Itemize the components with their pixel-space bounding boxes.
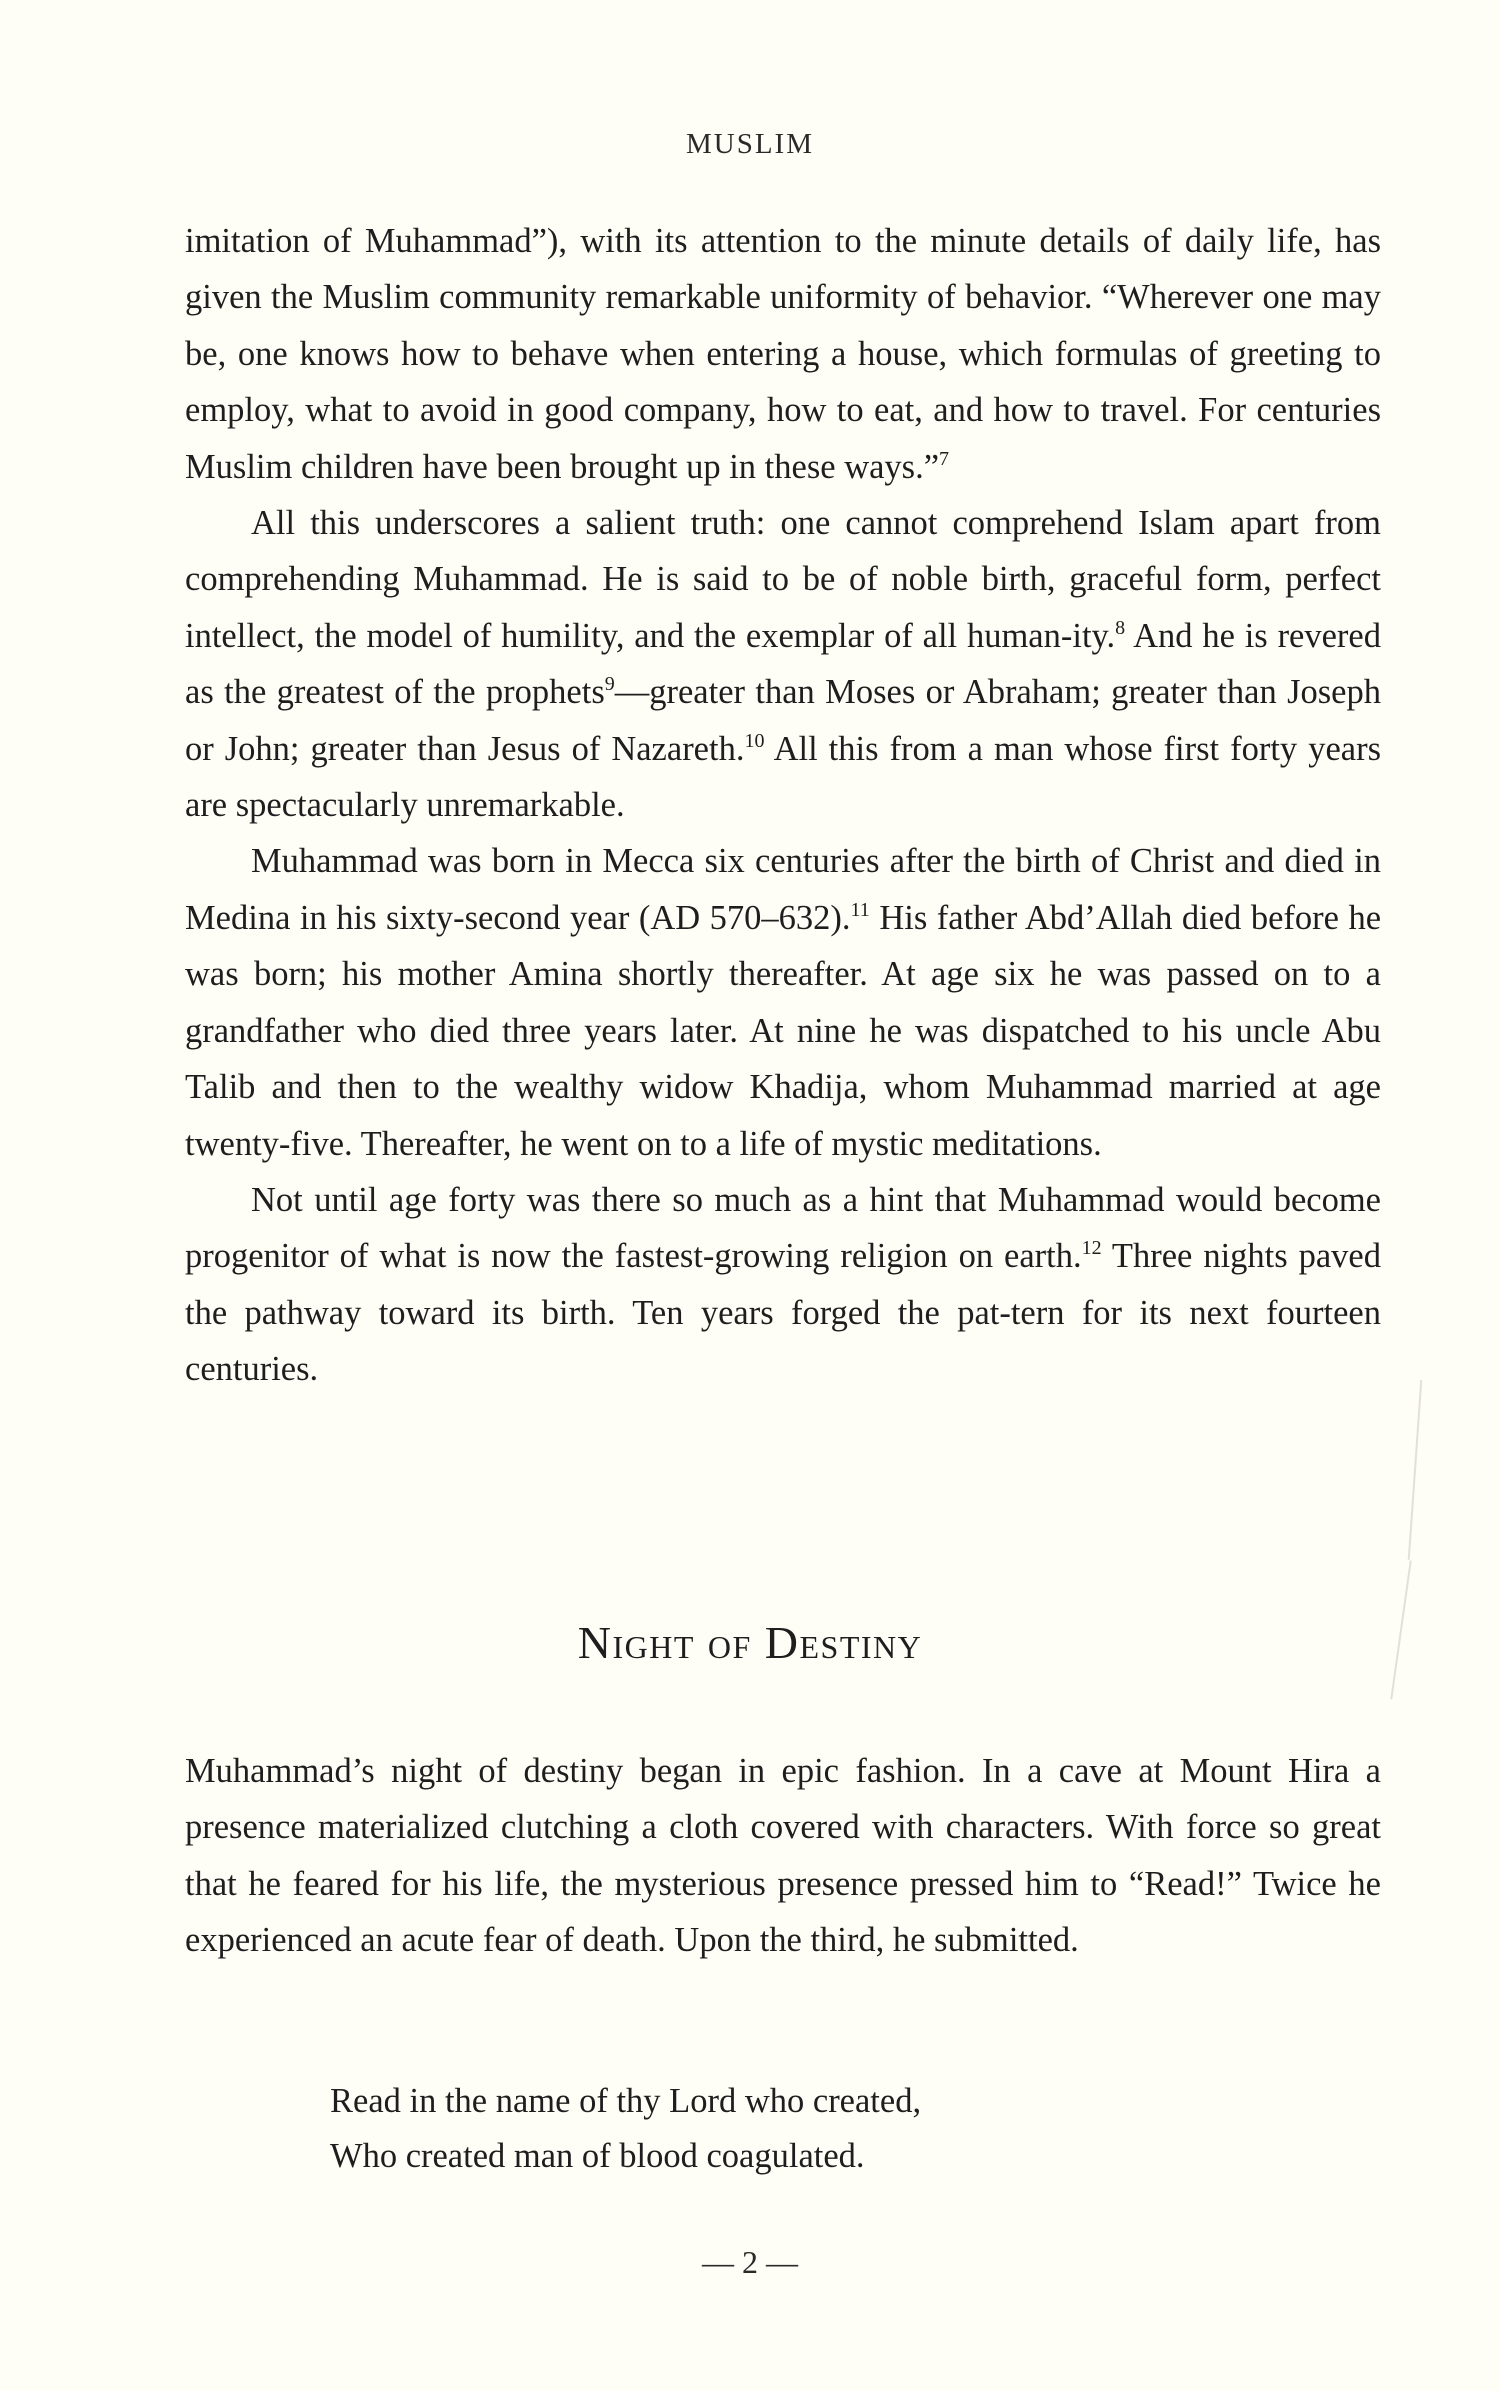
running-head: MUSLIM xyxy=(685,128,814,160)
paragraph xyxy=(185,833,1381,1171)
footnote-marker: 10 xyxy=(744,729,765,752)
paragraph xyxy=(185,495,1381,833)
verse-line: Read in the name of thy Lord who created, xyxy=(330,2082,922,2120)
paragraph-text: imitation of Muhammad”), with its attention to the minute details of daily life, has given the Muslim community remarkable uniformity of behavior. “Wherever one may be, one knows how to behave when entering a house, which formulas of greeting to employ, what to avoid in good company, how to eat, and how to travel. For centuries Muslim children have been brought up in these ways.” xyxy=(185,222,1381,486)
paragraph-text: And he is revered as the greatest of the prophets xyxy=(185,616,1381,712)
footnote-marker: 9 xyxy=(604,673,615,696)
paragraph-text: Muhammad’s night of destiny began in epic fashion. In a cave at Mount Hira a presence materialized clutching a cloth covered with characters. With force so great that he feared for his life, the mysterious presence pressed him to “Read!” Twice he experienced an acute fear of death. Upon the third, he submitted. xyxy=(185,1752,1381,1960)
paragraph-text: All this from a man whose first forty years are spectacularly unremarkable. xyxy=(185,729,1381,825)
footnote-marker: 12 xyxy=(1081,1237,1102,1260)
paragraph-text: Three nights paved the pathway toward its birth. Ten years forged the pat-tern for its next fourteen centuries. xyxy=(185,1237,1381,1389)
paragraph-text: Muhammad was born in Mecca six centuries after the birth of Christ and died in Medina in his sixty-second year (AD 570–632). xyxy=(185,842,1381,937)
paragraph xyxy=(185,1172,1381,1398)
verse-quote xyxy=(330,2074,921,2184)
footnote-marker: 7 xyxy=(939,447,950,470)
footnote-marker: 11 xyxy=(850,898,870,921)
section-1-body xyxy=(185,213,1381,1398)
paragraph-text: All this underscores a salient truth: one cannot comprehend Islam apart from comprehending Muhammad. He is said to be of noble birth, graceful form, perfect intellect, the model of humility, and the exemplar of all human-ity. xyxy=(185,504,1381,655)
scan-artifact-line xyxy=(1408,1380,1423,1560)
paragraph xyxy=(185,1743,1381,1969)
footnote-marker: 8 xyxy=(1115,616,1126,639)
section-2-body xyxy=(185,1743,1381,1969)
paragraph-text: —greater than Moses or Abraham; greater than Joseph or John; greater than Jesus of Nazareth. xyxy=(185,673,1381,768)
page-number: — 2 — xyxy=(702,2244,798,2280)
section-heading: Night of Destiny xyxy=(577,1617,923,1668)
paragraph xyxy=(185,213,1381,495)
paragraph-text: Not until age forty was there so much as a hint that Muhammad would become progenitor of what is now the fastest-growing religion on earth. xyxy=(185,1180,1381,1276)
verse-line: Who created man of blood coagulated. xyxy=(330,2137,865,2175)
paragraph-text: His father Abd’Allah died before he was born; his mother Amina shortly thereafter. At age six he was passed on to a grandfather who died three years later. At nine he was dispatched to his uncle Abu Talib and then to the wealthy widow Khadija, whom Muhammad married at age twenty-five. Thereafter, he went on to a life of mystic meditations. xyxy=(185,898,1382,1163)
